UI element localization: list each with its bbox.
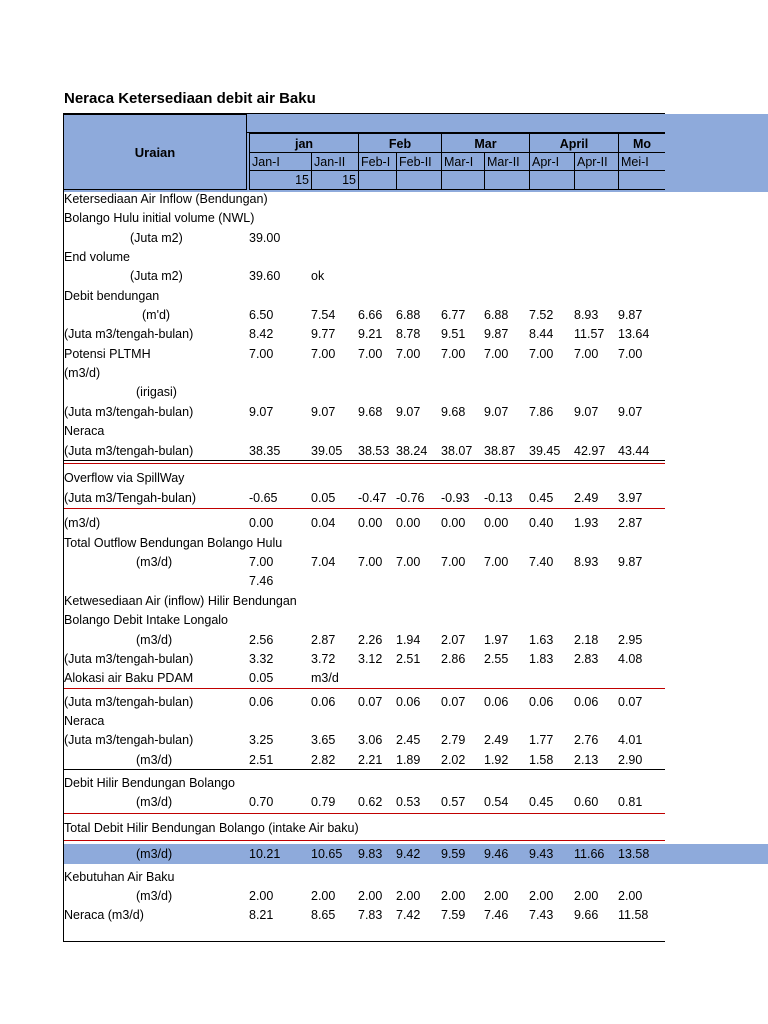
table-cell[interactable]: 1.58 (529, 753, 554, 767)
table-row (63, 845, 768, 864)
table-cell[interactable]: 10.65 (311, 847, 343, 861)
divider-rule (63, 769, 665, 770)
row-label[interactable]: (Juta m3/tengah-bulan) (64, 405, 194, 419)
table-row (63, 819, 768, 838)
table-cell[interactable]: 39.45 (529, 444, 561, 458)
table-cell[interactable]: 3.06 (358, 733, 383, 747)
divider-rule (63, 941, 665, 942)
table-cell[interactable]: 0.57 (441, 795, 466, 809)
table-cell[interactable]: 2.82 (311, 753, 336, 767)
table-row (63, 553, 768, 572)
table-cell[interactable]: 0.04 (311, 516, 336, 530)
table-row (63, 592, 768, 611)
table-cell[interactable]: 7.00 (396, 555, 421, 569)
row-label[interactable]: Neraca (64, 424, 105, 438)
table-cell[interactable]: 2.02 (441, 753, 466, 767)
table-cell[interactable]: 9.68 (441, 405, 466, 419)
table-cell[interactable]: 1.94 (396, 633, 421, 647)
row-label[interactable]: Kebutuhan Air Baku (64, 870, 175, 884)
table-row (63, 306, 768, 325)
divider-rule (63, 840, 665, 841)
table-row (63, 868, 768, 887)
table-cell[interactable]: 9.07 (396, 405, 421, 419)
table-cell[interactable]: 38.87 (484, 444, 516, 458)
table-cell[interactable]: 9.66 (574, 908, 599, 922)
table-cell[interactable]: 3.25 (249, 733, 274, 747)
header-period-6[interactable]: Mar-II (484, 152, 529, 171)
row-label[interactable]: (Juta m3/tengah-bulan) (64, 327, 194, 341)
table-cell[interactable]: 7.00 (249, 347, 274, 361)
table-row (63, 611, 768, 630)
table-cell[interactable]: 9.42 (396, 847, 421, 861)
table-cell[interactable]: 0.06 (529, 695, 554, 709)
row-label[interactable]: Bolango Debit Intake Longalo (64, 613, 229, 627)
row-label[interactable]: Overflow via SpillWay (64, 471, 185, 485)
table-cell[interactable]: 7.40 (529, 555, 554, 569)
table-cell[interactable]: 0.06 (311, 695, 336, 709)
table-row (63, 248, 768, 267)
row-label[interactable]: (m3/d) (64, 516, 101, 530)
spreadsheet (63, 0, 768, 1024)
table-cell[interactable]: 2.76 (574, 733, 599, 747)
header-uraian[interactable]: Uraian (63, 114, 247, 190)
table-cell[interactable]: 42.97 (574, 444, 606, 458)
table-cell[interactable]: 43.44 (618, 444, 650, 458)
table-cell[interactable]: 9.87 (618, 308, 643, 322)
table-cell[interactable]: 2.07 (441, 633, 466, 647)
row-label[interactable]: (m3/d) (136, 795, 173, 809)
table-cell[interactable]: 7.00 (358, 555, 383, 569)
table-cell[interactable]: 7.00 (396, 347, 421, 361)
table-cell[interactable]: 7.00 (311, 347, 336, 361)
table-cell[interactable]: 3.65 (311, 733, 336, 747)
header-month-1[interactable]: jan (249, 133, 358, 153)
table-row (63, 534, 768, 553)
divider-rule (63, 813, 665, 814)
table-cell[interactable]: 3.97 (618, 491, 643, 505)
table-cell[interactable]: 7.52 (529, 308, 554, 322)
table-cell[interactable]: 9.83 (358, 847, 383, 861)
table-cell[interactable]: 0.00 (358, 516, 383, 530)
table-cell[interactable]: 7.42 (396, 908, 421, 922)
row-label[interactable]: (m3/d) (64, 366, 101, 380)
row-label[interactable]: (Juta m3/tengah-bulan) (64, 733, 194, 747)
row-label[interactable]: Total Debit Hilir Bendungan Bolango (intake Air baku) (64, 821, 359, 835)
table-cell[interactable]: 3.72 (311, 652, 336, 666)
table-cell[interactable]: 0.07 (358, 695, 383, 709)
table-cell[interactable]: 38.35 (249, 444, 281, 458)
table-cell[interactable]: 38.24 (396, 444, 428, 458)
table-cell[interactable]: 7.04 (311, 555, 336, 569)
table-cell[interactable]: 39.60 (249, 269, 281, 283)
table-row (63, 469, 768, 488)
table-cell[interactable]: 0.05 (311, 491, 336, 505)
table-cell[interactable]: 7.00 (484, 347, 509, 361)
table-cell[interactable]: 0.00 (441, 516, 466, 530)
table-cell[interactable]: 9.51 (441, 327, 466, 341)
table-cell[interactable]: 8.21 (249, 908, 274, 922)
table-cell[interactable]: 2.95 (618, 633, 643, 647)
header-period-3[interactable]: Feb-I (358, 152, 396, 171)
table-row (63, 887, 768, 906)
table-cell[interactable]: 38.53 (358, 444, 390, 458)
table-cell[interactable]: 0.00 (396, 516, 421, 530)
table-cell[interactable]: 4.01 (618, 733, 643, 747)
table-cell[interactable]: 8.93 (574, 308, 599, 322)
row-label[interactable]: (irigasi) (136, 385, 177, 399)
table-cell[interactable]: 13.58 (618, 847, 650, 861)
row-label[interactable]: (Juta m2) (130, 231, 183, 245)
table-row (63, 774, 768, 793)
table-cell[interactable]: 2.49 (484, 733, 509, 747)
table-row (63, 906, 768, 925)
table-cell[interactable]: 2.51 (396, 652, 421, 666)
table-row (63, 751, 768, 770)
table-cell[interactable]: 2.51 (249, 753, 274, 767)
table-row (63, 422, 768, 441)
table-cell[interactable]: 2.00 (529, 889, 554, 903)
header-days-cell[interactable] (529, 171, 574, 190)
table-cell[interactable]: 38.07 (441, 444, 473, 458)
table-row (63, 489, 768, 508)
table-cell[interactable]: 7.00 (441, 347, 466, 361)
table-cell[interactable]: 0.81 (618, 795, 643, 809)
row-label[interactable]: End volume (64, 250, 131, 264)
table-cell[interactable]: 7.00 (574, 347, 599, 361)
table-cell[interactable]: 0.45 (529, 795, 554, 809)
table-cell[interactable]: -0.47 (358, 491, 387, 505)
table-cell[interactable]: 6.50 (249, 308, 274, 322)
table-cell[interactable]: -0.13 (484, 491, 513, 505)
header-days-cell[interactable]: 15 (249, 171, 311, 190)
table-cell[interactable]: 0.05 (249, 671, 274, 685)
table-row (63, 712, 768, 731)
row-label[interactable]: Ketersediaan Air Inflow (Bendungan) (64, 192, 268, 206)
table-cell[interactable]: 0.79 (311, 795, 336, 809)
table-cell[interactable]: 1.77 (529, 733, 554, 747)
header-period-1[interactable]: Jan-I (249, 152, 311, 171)
table-cell[interactable]: 2.86 (441, 652, 466, 666)
table-cell[interactable]: 1.92 (484, 753, 509, 767)
header-period-8[interactable]: Apr-II (574, 152, 618, 171)
table-cell[interactable]: 0.06 (484, 695, 509, 709)
table-cell[interactable]: 2.00 (358, 889, 383, 903)
table-cell[interactable]: 0.45 (529, 491, 554, 505)
header-period-2[interactable]: Jan-II (311, 152, 358, 171)
table-row (63, 345, 768, 364)
table-cell[interactable]: 2.13 (574, 753, 599, 767)
table-cell[interactable]: 1.89 (396, 753, 421, 767)
table-cell[interactable]: 7.86 (529, 405, 554, 419)
table-row (63, 731, 768, 750)
table-cell[interactable]: 8.65 (311, 908, 336, 922)
table-cell[interactable]: 6.77 (441, 308, 466, 322)
table-cell[interactable]: -0.76 (396, 491, 425, 505)
table-cell[interactable]: 2.55 (484, 652, 509, 666)
table-cell[interactable]: 0.40 (529, 516, 554, 530)
row-label[interactable]: (m3/d) (136, 753, 173, 767)
table-cell[interactable]: 2.00 (311, 889, 336, 903)
header-period-7[interactable]: Apr-I (529, 152, 574, 171)
row-label[interactable]: (Juta m3/tengah-bulan) (64, 695, 194, 709)
table-cell[interactable]: 2.00 (574, 889, 599, 903)
header-days-cell[interactable]: 15 (311, 171, 358, 190)
table-cell[interactable]: 9.68 (358, 405, 383, 419)
table-cell[interactable]: 39.05 (311, 444, 343, 458)
table-cell[interactable]: 2.87 (618, 516, 643, 530)
table-cell[interactable]: 7.54 (311, 308, 336, 322)
table-cell[interactable]: 1.63 (529, 633, 554, 647)
table-cell[interactable]: 7.00 (249, 555, 274, 569)
table-row (63, 190, 768, 209)
divider-rule (63, 460, 665, 461)
table-cell[interactable]: 0.70 (249, 795, 274, 809)
table-cell[interactable]: 9.21 (358, 327, 383, 341)
table-cell[interactable]: 9.07 (618, 405, 643, 419)
table-cell[interactable]: 1.93 (574, 516, 599, 530)
table-cell[interactable]: 2.00 (618, 889, 643, 903)
table-cell[interactable]: -0.93 (441, 491, 470, 505)
table-cell[interactable]: 11.58 (618, 908, 649, 922)
row-label[interactable]: (Juta m3/tengah-bulan) (64, 652, 194, 666)
table-cell[interactable]: 39.00 (249, 231, 281, 245)
table-row (63, 364, 768, 383)
table-cell[interactable]: 0.06 (574, 695, 599, 709)
table-cell[interactable]: 2.18 (574, 633, 599, 647)
table-cell[interactable]: 2.83 (574, 652, 599, 666)
table-cell[interactable]: 2.49 (574, 491, 599, 505)
table-cell[interactable]: 6.88 (396, 308, 421, 322)
divider-rule (63, 463, 665, 464)
header-days-cell[interactable] (574, 171, 618, 190)
table-cell[interactable]: 3.12 (358, 652, 383, 666)
header-period-9[interactable]: Mei-I (618, 152, 665, 171)
row-label[interactable]: (Juta m2) (130, 269, 183, 283)
table-cell[interactable]: 0.62 (358, 795, 383, 809)
table-row (63, 267, 768, 286)
header-period-4[interactable]: Feb-II (396, 152, 441, 171)
table-cell[interactable]: 7.00 (441, 555, 466, 569)
table-cell[interactable]: 1.83 (529, 652, 554, 666)
table-cell[interactable]: 0.60 (574, 795, 599, 809)
table-cell[interactable]: m3/d (311, 671, 339, 685)
row-label[interactable]: (Juta m3/Tengah-bulan) (64, 491, 197, 505)
table-cell[interactable]: 9.87 (484, 327, 509, 341)
row-label[interactable]: Alokasi air Baku PDAM (64, 671, 194, 685)
table-cell[interactable]: 9.07 (484, 405, 509, 419)
header-days-cell[interactable] (484, 171, 529, 190)
table-row (63, 631, 768, 650)
table-cell[interactable]: 2.00 (441, 889, 466, 903)
table-cell[interactable]: 8.78 (396, 327, 421, 341)
row-label[interactable]: Total Outflow Bendungan Bolango Hulu (64, 536, 283, 550)
table-cell[interactable]: 7.43 (529, 908, 554, 922)
table-row (63, 403, 768, 422)
table-row (63, 442, 768, 461)
table-cell[interactable]: 8.93 (574, 555, 599, 569)
table-cell[interactable]: -0.65 (249, 491, 278, 505)
table-cell[interactable]: 0.06 (396, 695, 421, 709)
table-cell[interactable]: 7.00 (484, 555, 509, 569)
table-cell[interactable]: 1.97 (484, 633, 509, 647)
table-cell[interactable]: 2.00 (484, 889, 509, 903)
table-cell[interactable]: 2.90 (618, 753, 643, 767)
table-left-border (63, 114, 64, 942)
row-label[interactable]: Ketwesediaan Air (inflow) Hilir Bendungan (64, 594, 297, 608)
table-cell[interactable]: 9.07 (311, 405, 336, 419)
row-label[interactable]: Neraca (64, 714, 105, 728)
table-cell[interactable]: 7.46 (484, 908, 509, 922)
row-label[interactable]: Potensi PLTMH (64, 347, 151, 361)
header-days-cell[interactable] (618, 171, 665, 190)
table-cell[interactable]: 9.77 (311, 327, 336, 341)
table-cell[interactable]: 9.59 (441, 847, 466, 861)
table-cell[interactable]: 8.42 (249, 327, 274, 341)
header-month-3[interactable]: Mar (441, 133, 529, 153)
table-row (63, 693, 768, 712)
header-days-cell[interactable] (396, 171, 441, 190)
sheet-title: Neraca Ketersediaan debit air Baku (64, 90, 316, 107)
table-cell[interactable]: 7.59 (441, 908, 466, 922)
table-cell[interactable]: 9.46 (484, 847, 509, 861)
table-cell[interactable]: 11.57 (574, 327, 605, 341)
table-cell[interactable]: 2.21 (358, 753, 383, 767)
table-cell[interactable]: 11.66 (574, 847, 605, 861)
table-cell[interactable]: 6.88 (484, 308, 509, 322)
header-days-cell[interactable] (441, 171, 484, 190)
header-period-5[interactable]: Mar-I (441, 152, 484, 171)
row-label[interactable]: (m'd) (142, 308, 171, 322)
table-cell[interactable]: 7.00 (529, 347, 554, 361)
table-cell[interactable]: 0.07 (618, 695, 643, 709)
table-row (63, 650, 768, 669)
table-row (63, 383, 768, 402)
table-cell[interactable]: 8.44 (529, 327, 554, 341)
row-label[interactable]: Debit bendungan (64, 289, 160, 303)
table-row (63, 229, 768, 248)
header-days-cell[interactable] (358, 171, 396, 190)
table-cell[interactable]: 9.07 (574, 405, 599, 419)
table-row (63, 287, 768, 306)
table-cell[interactable]: 9.43 (529, 847, 554, 861)
table-row (63, 572, 768, 591)
row-label[interactable]: Debit Hilir Bendungan Bolango (64, 776, 235, 790)
table-row (63, 669, 768, 688)
table-row (63, 325, 768, 344)
table-cell[interactable]: 9.87 (618, 555, 643, 569)
table-row (63, 514, 768, 533)
table-cell[interactable]: 2.56 (249, 633, 274, 647)
header-month-2[interactable]: Feb (358, 133, 441, 153)
table-cell[interactable]: 0.00 (484, 516, 509, 530)
table-cell[interactable]: 7.00 (358, 347, 383, 361)
table-cell[interactable]: 13.64 (618, 327, 650, 341)
table-cell[interactable]: 10.21 (249, 847, 281, 861)
row-label[interactable]: Neraca (m3/d) (64, 908, 144, 922)
header-month-4[interactable]: April (529, 133, 618, 153)
row-label[interactable]: (m3/d) (136, 847, 173, 861)
table-cell[interactable]: 7.46 (249, 574, 274, 588)
table-cell[interactable]: 0.00 (249, 516, 274, 530)
table-cell[interactable]: 3.32 (249, 652, 274, 666)
table-cell[interactable]: 2.45 (396, 733, 421, 747)
table-cell[interactable]: 7.83 (358, 908, 383, 922)
table-cell[interactable]: 0.06 (249, 695, 274, 709)
table-cell[interactable]: 4.08 (618, 652, 643, 666)
row-label[interactable]: Bolango Hulu initial volume (NWL) (64, 211, 255, 225)
table-cell[interactable]: 0.53 (396, 795, 421, 809)
row-label[interactable]: (m3/d) (136, 889, 173, 903)
row-label[interactable]: (m3/d) (136, 555, 173, 569)
table-cell[interactable]: 2.00 (249, 889, 274, 903)
header-month-5[interactable]: Mo (618, 133, 665, 153)
row-label[interactable]: (m3/d) (136, 633, 173, 647)
table-cell[interactable]: 0.07 (441, 695, 466, 709)
table-cell[interactable]: 0.54 (484, 795, 509, 809)
row-label[interactable]: (Juta m3/tengah-bulan) (64, 444, 194, 458)
table-cell[interactable]: 7.00 (618, 347, 643, 361)
table-cell[interactable]: 2.00 (396, 889, 421, 903)
table-cell[interactable]: ok (311, 269, 325, 283)
table-cell[interactable]: 2.26 (358, 633, 383, 647)
table-row (63, 209, 768, 228)
table-cell[interactable]: 2.87 (311, 633, 336, 647)
divider-rule (63, 688, 665, 689)
table-cell[interactable]: 6.66 (358, 308, 383, 322)
table-cell[interactable]: 9.07 (249, 405, 274, 419)
divider-rule (63, 508, 665, 509)
table-row (63, 793, 768, 812)
table-cell[interactable]: 2.79 (441, 733, 466, 747)
